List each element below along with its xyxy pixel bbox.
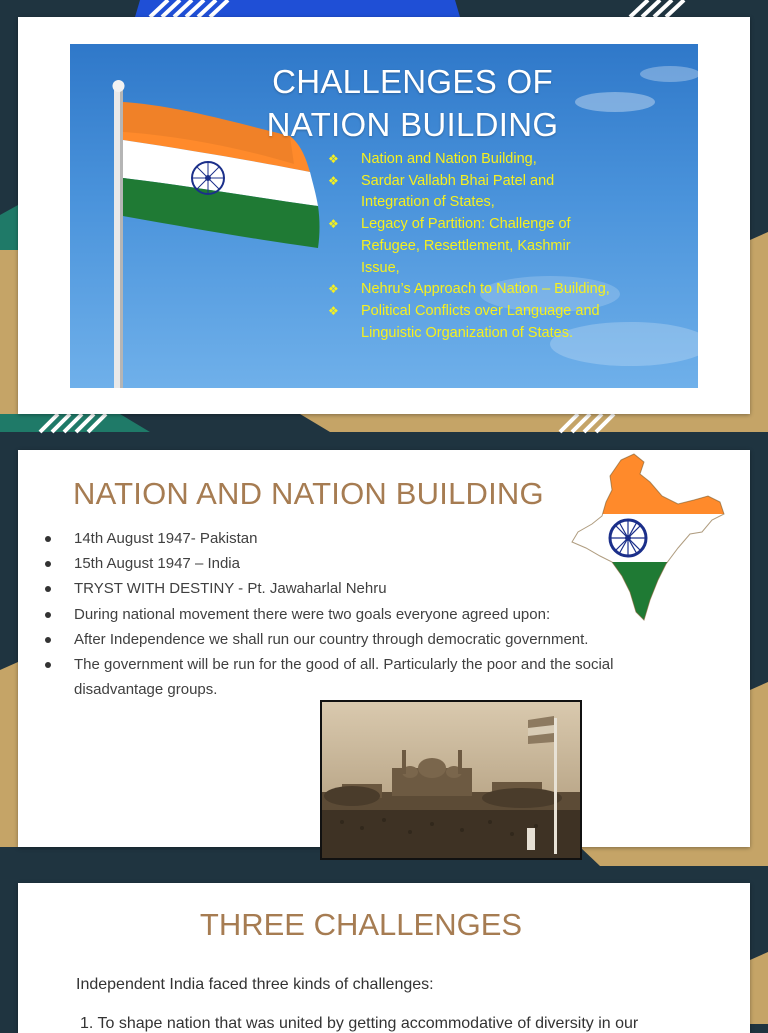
india-map-flag-icon — [566, 452, 731, 627]
slide2-title: NATION AND NATION BUILDING — [73, 476, 544, 511]
list-item: 14th August 1947- Pakistan — [40, 526, 660, 551]
diamond-bullet-icon: ❖ — [328, 173, 339, 188]
list-item: The government will be run for the good of all. Particularly the poor and the social disadvantage groups. — [40, 652, 660, 702]
list-item: TRYST WITH DESTINY - Pt. Jawaharlal Nehru — [40, 576, 660, 601]
diamond-bullet-icon: ❖ — [328, 152, 339, 166]
list-item: After Independence we shall run our country through democratic government. — [40, 627, 660, 652]
list-item: ❖ Nehru’s Approach to Nation – Building, — [328, 279, 613, 301]
list-item: 15th August 1947 – India — [40, 551, 660, 576]
list-item: ❖ Sardar Vallabh Bhai Patel and Integration of States, — [328, 172, 555, 211]
diamond-bullet-icon: ❖ — [328, 217, 339, 232]
slide3-intro: Independent India faced three kinds of challenges: — [76, 976, 434, 993]
list-item: ❖ Nation and Nation Building, — [328, 149, 613, 171]
numbered-item: 1. To shape nation that was united by getting accommodative of diversity in our — [80, 1015, 639, 1032]
slide-challenges-of-nation-building — [18, 17, 750, 414]
slide3-title: THREE CHALLENGES — [199, 907, 523, 942]
slide-three-challenges — [18, 883, 750, 1033]
list-item: ❖ Political Conflicts over Language and Linguistic Organization of States. — [328, 302, 600, 341]
topic-list — [328, 149, 613, 344]
historic-photo-red-fort — [320, 700, 582, 860]
slide-nation-and-nation-building — [18, 450, 750, 847]
title-banner — [70, 44, 698, 388]
list-item: ❖ Legacy of Partition: Challenge of Refugee, Resettlement, Kashmir Issue, — [328, 216, 571, 276]
list-item: During national movement there were two goals everyone agreed upon: — [40, 602, 660, 627]
diamond-bullet-icon: ❖ — [328, 303, 339, 318]
diamond-bullet-icon: ❖ — [328, 282, 339, 297]
historic-photo-image — [322, 702, 580, 858]
slide1-title: CHALLENGES OF NATION BUILDING — [266, 63, 559, 143]
